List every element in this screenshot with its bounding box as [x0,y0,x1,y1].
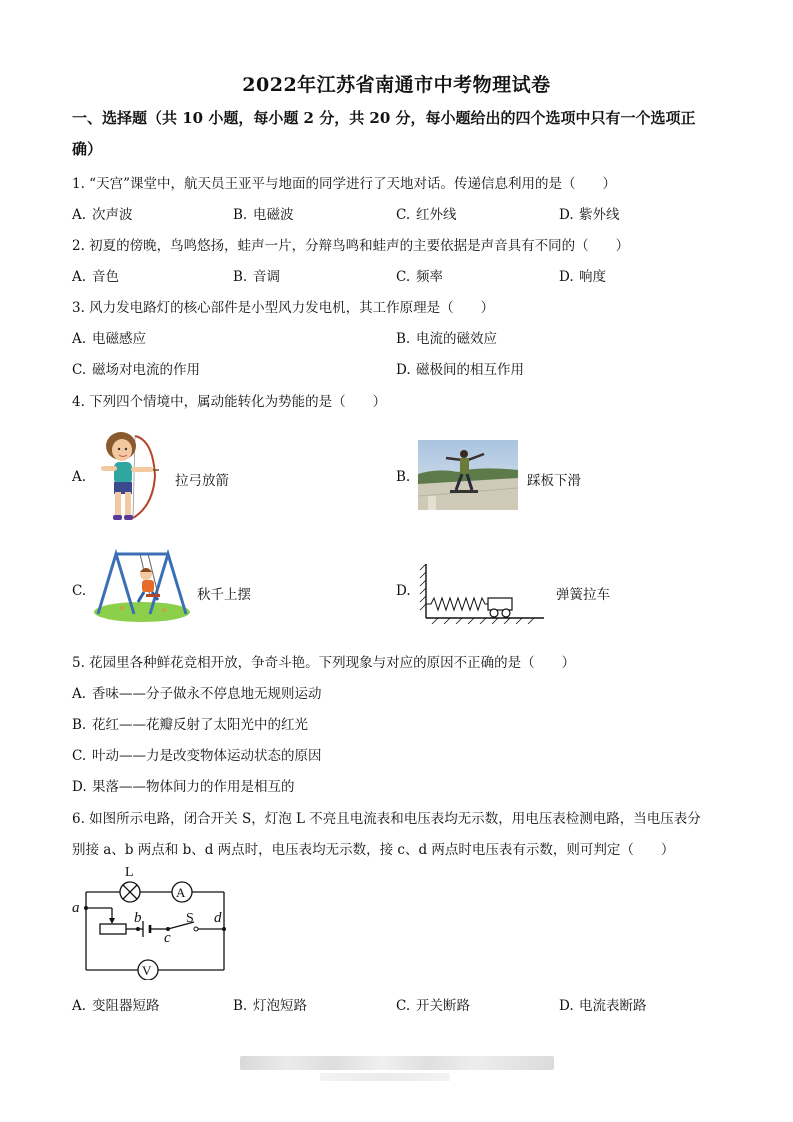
question-1-stem: 1. “天宫”课堂中，航天员王亚平与地面的同学进行了天地对话。传递信息利用的是（ ） [72,176,616,192]
label-ammeter: A [176,885,186,900]
question-4-option-d-text: 弹簧拉车 [556,587,610,603]
question-4-option-b-text: 踩板下滑 [527,473,581,489]
label-b: b [134,910,142,926]
question-4-stem: 4. 下列四个情境中，属动能转化为势能的是（ ） [72,394,387,410]
question-2-option-d: D. 响度 [559,269,606,285]
question-6-option-d: D. 电流表断路 [559,998,647,1014]
question-1-option-c: C. 红外线 [396,207,457,223]
section-heading-line2: 确） [72,140,103,158]
question-5-option-c: C. 叶动——力是改变物体运动状态的原因 [72,748,322,764]
question-5-option-b: B. 花红——花瓣反射了太阳光中的红光 [72,717,308,733]
label-c: c [164,930,171,946]
question-2-option-c: C. 频率 [396,269,443,285]
question-2-option-a: A. 音色 [72,269,119,285]
label-voltmeter: V [142,963,152,978]
question-3-stem: 3. 风力发电路灯的核心部件是小型风力发电机，其工作原理是（ ） [72,300,495,316]
spring-cart-diagram [418,562,548,624]
question-6-option-a: A. 变阻器短路 [72,998,160,1014]
question-1-option-b: B. 电磁波 [233,207,294,223]
label-d: d [214,910,222,926]
question-3-option-a: A. 电磁感应 [72,331,146,347]
label-lamp: L [125,865,134,880]
label-switch: S [186,911,194,926]
question-3-option-b: B. 电流的磁效应 [396,331,497,347]
question-1-option-a: A. 次声波 [72,207,133,223]
question-4-option-d-label: D. [396,583,411,599]
question-5-stem: 5. 花园里各种鲜花竞相开放，争奇斗艳。下列现象与对应的原因不正确的是（ ） [72,655,576,671]
question-3-option-c: C. 磁场对电流的作用 [72,362,200,378]
circuit-diagram [68,860,238,980]
question-5-option-a: A. 香味——分子做永不停息地无规则运动 [72,686,322,702]
question-5-option-d: D. 果落——物体间力的作用是相互的 [72,779,295,795]
question-6-option-b: B. 灯泡短路 [233,998,307,1014]
question-4-option-c-label: C. [72,583,87,599]
blurred-footer-watermark-secondary [320,1073,450,1081]
skateboard-photo [418,440,518,510]
question-6-stem-line2: 别接 a、b 两点和 b、d 两点时，电压表均无示数，接 c、d 两点时电压表有示数，则可判定（ ） [72,842,675,858]
question-1-option-d: D. 紫外线 [559,207,620,223]
question-6-option-c: C. 开关断路 [396,998,470,1014]
archer-girl-image [95,426,167,526]
blurred-footer-watermark [240,1056,554,1070]
page-title: 2022年江苏省南通市中考物理试卷 [242,74,551,96]
question-6-stem-line1: 6. 如图所示电路，闭合开关 S，灯泡 L 不亮且电流表和电压表均无示数，用电压表检测电路，当电压表分 [72,811,701,827]
question-4-option-b-label: B. [396,469,411,485]
question-3-option-d: D. 磁极间的相互作用 [396,362,524,378]
section-heading-line1: 一、选择题（共 10 小题，每小题 2 分，共 20 分，每小题给出的四个选项中只有一个选项正 [72,109,696,127]
label-a: a [72,900,80,916]
question-4-option-a-label: A. [72,469,87,485]
question-4-option-a-text: 拉弓放箭 [175,473,229,489]
question-4-option-c-text: 秋千上摆 [197,587,251,603]
question-2-stem: 2. 初夏的傍晚，鸟鸣悠扬，蛙声一片，分辩鸟鸣和蛙声的主要依据是声音具有不同的（ ） [72,238,630,254]
swing-image [92,548,192,622]
question-2-option-b: B. 音调 [233,269,280,285]
